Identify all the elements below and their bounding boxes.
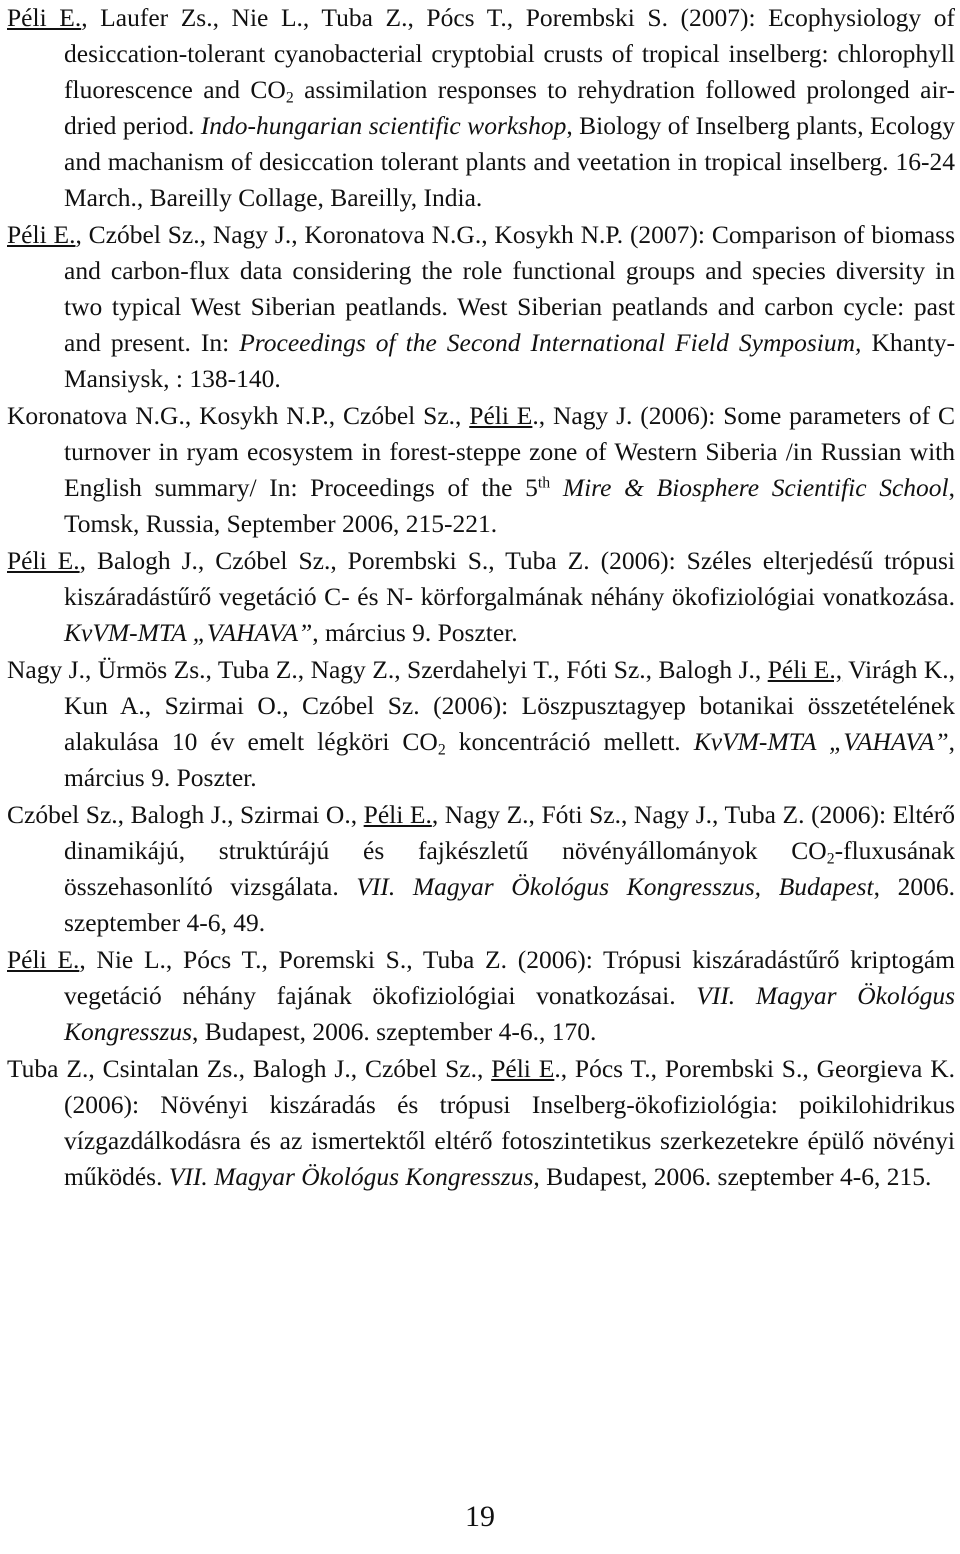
reference-text: , március 9. Poszter. — [64, 727, 956, 792]
highlighted-author: Péli E. — [363, 800, 432, 829]
reference-text: , Laufer Zs., Nie L., Tuba Z., Pócs T., Porembski S. (2007): Ecophysiology of desiccation-tolerant cyanobacterial cryptobial crusts of tropical inselberg: chlorophyll fluorescence and CO — [64, 3, 956, 104]
reference-text: ., Pócs T., Porembski S., Georgieva K. (2006): Növényi kiszáradás és trópusi Inselberg-ökofiziológia: poikilohidrikus vízgazdálkodásra és az ismertektől eltérő fotoszintetikus szerkezetekre épülő növényi működés. — [64, 1054, 955, 1191]
highlighted-author: Péli E — [491, 1054, 555, 1083]
venue-title: VII. Magyar Ökológus Kongresszus — [168, 1162, 534, 1191]
reference-entry — [7, 1051, 955, 1195]
venue-title: KvVM-MTA „VAHAVA” — [64, 618, 313, 647]
reference-text: , Balogh J., Czóbel Sz., Porembski S., Tuba Z. (2006): Széles elterjedésű trópusi kiszáradástűrő vegetáció C- és N- körforgalmának néhány ökofiziológiai vonatkozása. — [64, 546, 956, 611]
reference-text: , 2006. szeptember 4-6, 49. — [64, 872, 956, 937]
reference-text: assimilation responses to rehydration followed prolonged air-dried period. — [64, 75, 956, 140]
highlighted-author: Péli E. — [7, 945, 80, 974]
reference-text: , Biology of Inselberg plants, Ecology and machanism of desiccation tolerant plants and veetation in tropical inselberg. 16-24 March., Bareilly Collage, Bareilly, India. — [64, 111, 955, 212]
reference-text: th — [537, 474, 551, 492]
page-number: 19 — [465, 1500, 495, 1533]
reference-text: , Budapest, 2006. szeptember 4-6, 215. — [533, 1162, 932, 1191]
highlighted-author: Péli E. — [7, 220, 76, 249]
highlighted-author: Péli E — [469, 401, 533, 430]
venue-title: KvVM-MTA „VAHAVA” — [693, 727, 949, 756]
reference-text: , március 9. Poszter. — [312, 618, 518, 647]
highlighted-author: Péli E., — [767, 655, 843, 684]
venue-title: VII. Magyar Ökológus Kongresszus — [64, 981, 955, 1046]
reference-list — [7, 0, 955, 1195]
venue-title: Mire & Biosphere Scientific School — [562, 473, 949, 502]
reference-text: Koronatova N.G., Kosykh N.P., Czóbel Sz., — [7, 401, 470, 430]
reference-text: , Nagy Z., Fóti Sz., Nagy J., Tuba Z. (2006): Eltérő dinamikájú, struktúrájú és fajkészletű növényállományok CO — [64, 800, 955, 865]
reference-entry — [7, 797, 955, 941]
reference-text: 2 — [285, 89, 294, 107]
highlighted-author: Péli E. — [7, 546, 80, 575]
reference-entry — [7, 942, 955, 1050]
reference-text: 2 — [437, 741, 446, 759]
reference-text: , Czóbel Sz., Nagy J., Koronatova N.G., Kosykh N.P. (2007): Comparison of biomass and carbon-flux data considering the role functional groups and species diversity in two typical West Siberian peatlands. West Siberian peatlands and carbon cycle: past and present. In: — [64, 220, 956, 357]
reference-text — [550, 473, 563, 502]
reference-text: Nagy J., Ürmös Zs., Tuba Z., Nagy Z., Szerdahelyi T., Fóti Sz., Balogh J., — [7, 655, 768, 684]
venue-title: VII. Magyar Ökológus Kongresszus, Budapest — [356, 872, 874, 901]
reference-entry — [7, 217, 955, 397]
reference-text: ., Nagy J. (2006): Some parameters of C turnover in ryam ecosystem in forest-steppe zone of Western Siberia /in Russian with English summary/ In: Proceedings of the 5 — [64, 401, 955, 502]
reference-entry — [7, 398, 955, 542]
reference-text: Tuba Z., Csintalan Zs., Balogh J., Czóbel Sz., — [7, 1054, 492, 1083]
reference-text: , Budapest, 2006. szeptember 4-6., 170. — [192, 1017, 597, 1046]
reference-text: , Nie L., Pócs T., Poremski S., Tuba Z. (2006): Trópusi kiszáradástűrő kriptogám vegetáció néhány fajának ökofiziológiai vonatkozásai. — [64, 945, 955, 1010]
reference-entry — [7, 652, 955, 796]
reference-text: Czóbel Sz., Balogh J., Szirmai O., — [7, 800, 364, 829]
highlighted-author: Péli E. — [7, 3, 82, 32]
reference-text: 2 — [826, 850, 835, 868]
reference-text: koncentráció mellett. — [445, 727, 694, 756]
venue-title: Proceedings of the Second International Field Symposium, — [239, 328, 862, 357]
reference-text: -fluxusának összehasonlító vizsgálata. — [64, 836, 955, 901]
reference-entry — [7, 543, 955, 651]
venue-title: Indo-hungarian scientific workshop — [200, 111, 567, 140]
reference-entry — [7, 0, 955, 216]
reference-text: Khanty-Mansiysk, : 138-140. — [64, 328, 956, 393]
reference-text: , Tomsk, Russia, September 2006, 215-221. — [64, 473, 956, 538]
reference-text: Virágh K., Kun A., Szirmai O., Czóbel Sz. (2006): Löszpusztagyep botanikai összetételének alakulása 10 év emelt légköri CO — [64, 655, 955, 756]
